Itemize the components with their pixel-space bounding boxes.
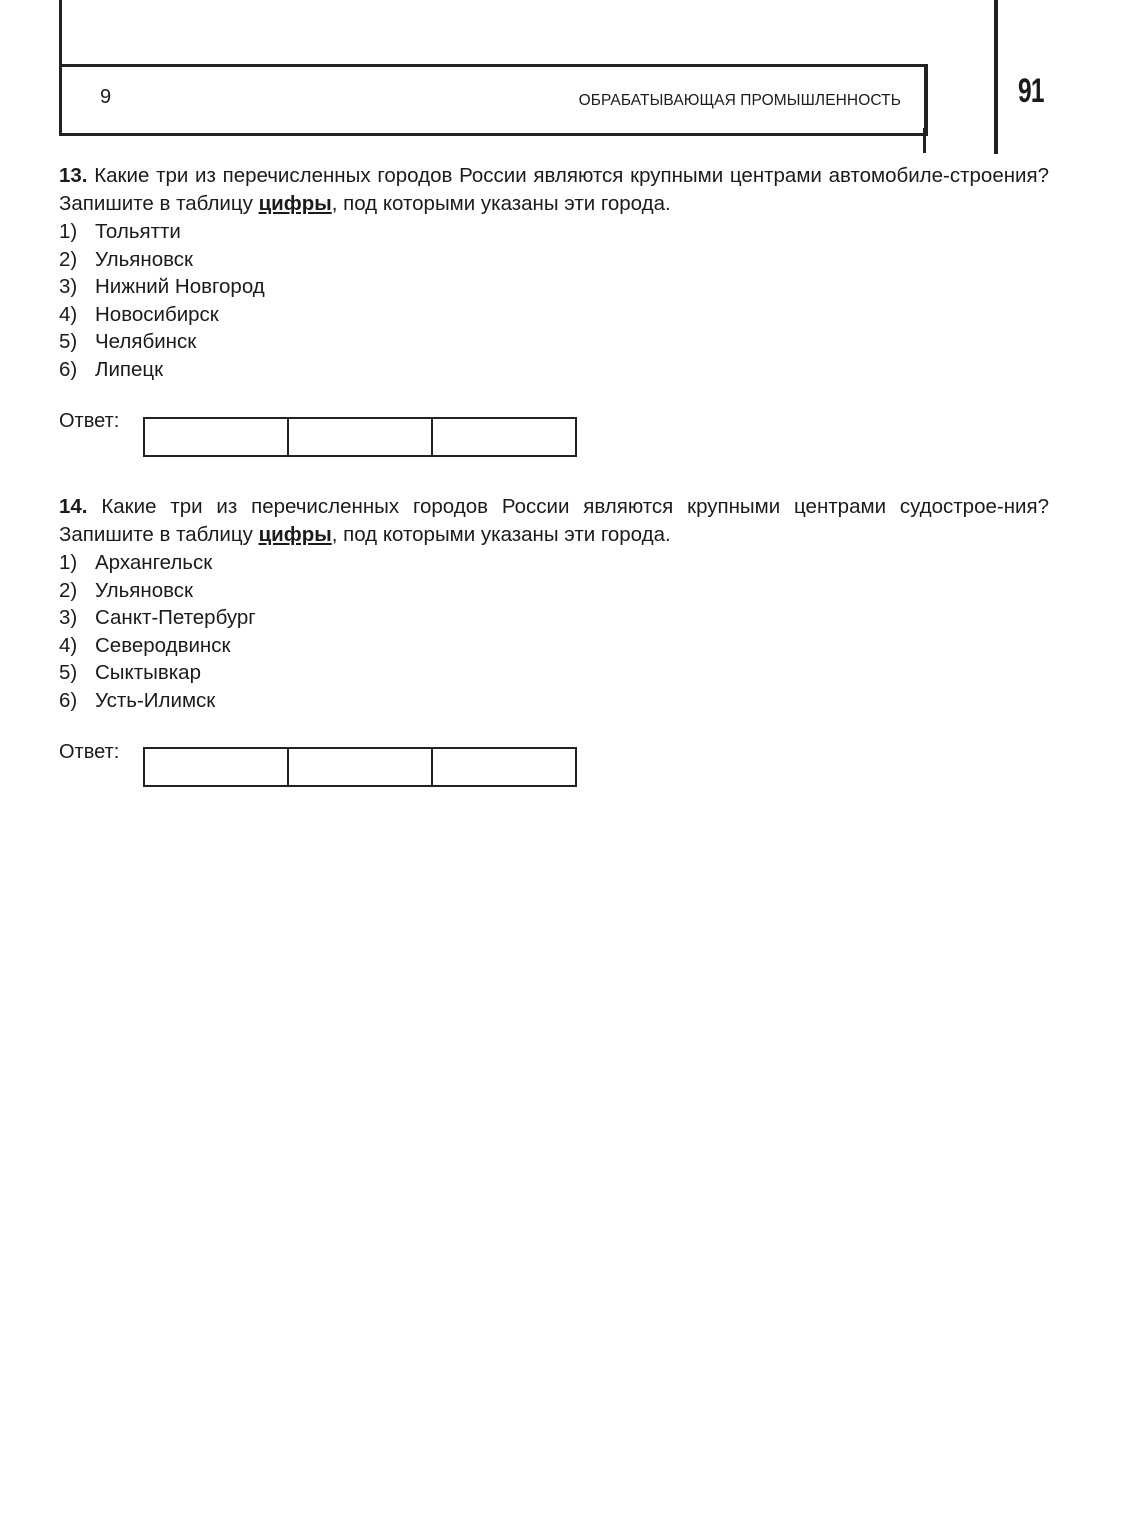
list-item: 1) Тольятти bbox=[59, 220, 181, 243]
page-number: 91 bbox=[1018, 72, 1044, 110]
list-item: 2) Ульяновск bbox=[59, 578, 193, 602]
header-stub-line bbox=[923, 128, 926, 153]
frame-left-line bbox=[59, 0, 62, 66]
list-item: 3) Санкт-Петербург bbox=[59, 606, 256, 630]
task-13-text-after: , под которыми указаны эти города. bbox=[331, 192, 671, 215]
chapter-title: ОБРАБАТЫВАЮЩАЯ ПРОМЫШЛЕННОСТЬ bbox=[578, 92, 901, 109]
task-14 bbox=[59, 493, 1049, 715]
task-14-text-after: , под которыми указаны эти города. bbox=[331, 523, 671, 546]
task-13 bbox=[59, 162, 1049, 384]
task-14-number: 14. bbox=[59, 495, 88, 518]
list-item: 3) Нижний Новгород bbox=[59, 275, 265, 299]
task-13-answer-label: Ответ: bbox=[59, 410, 120, 432]
task-14-text-before: Какие три из перечисленных городов России являются крупными центрами судострое-ния? Запишите в таблицу bbox=[59, 495, 1049, 546]
task-13-answer-cell-2[interactable] bbox=[288, 418, 432, 456]
task-13-question bbox=[59, 162, 1049, 218]
task-13-answer-cell-1[interactable] bbox=[144, 418, 288, 456]
list-item: 6) Липецк bbox=[59, 357, 164, 381]
task-13-number: 13. bbox=[59, 164, 88, 187]
task-14-answer-cell-2[interactable] bbox=[288, 748, 432, 786]
task-13-answer-table bbox=[143, 417, 577, 457]
list-item: 5) Челябинск bbox=[59, 330, 197, 354]
list-item: 5) Сыктывкар bbox=[59, 661, 201, 685]
task-14-answer-cell-3[interactable] bbox=[432, 748, 576, 786]
list-item: 4) Новосибирск bbox=[59, 302, 219, 326]
list-item: 4) Северодвинск bbox=[59, 633, 231, 657]
task-14-answer-cell-1[interactable] bbox=[144, 748, 288, 786]
list-item: 1) Архангельск bbox=[59, 551, 213, 574]
task-14-question bbox=[59, 493, 1049, 549]
task-13-keyword: цифры bbox=[258, 192, 332, 215]
task-13-text-before: Какие три из перечисленных городов России являются крупными центрами автомобиле-строения? Запишите в таблицу bbox=[59, 164, 1049, 215]
list-item: 6) Усть-Илимск bbox=[59, 688, 216, 712]
task-13-options bbox=[59, 218, 1049, 384]
list-item: 2) Ульяновск bbox=[59, 247, 193, 271]
task-13-answer-cell-3[interactable] bbox=[432, 418, 576, 456]
task-14-answer-label: Ответ: bbox=[59, 741, 120, 763]
task-14-options bbox=[59, 549, 1049, 715]
chapter-number: 9 bbox=[100, 86, 112, 108]
task-14-answer-table bbox=[143, 747, 577, 787]
task-14-keyword: цифры bbox=[258, 523, 332, 546]
right-margin-rule bbox=[994, 0, 998, 154]
